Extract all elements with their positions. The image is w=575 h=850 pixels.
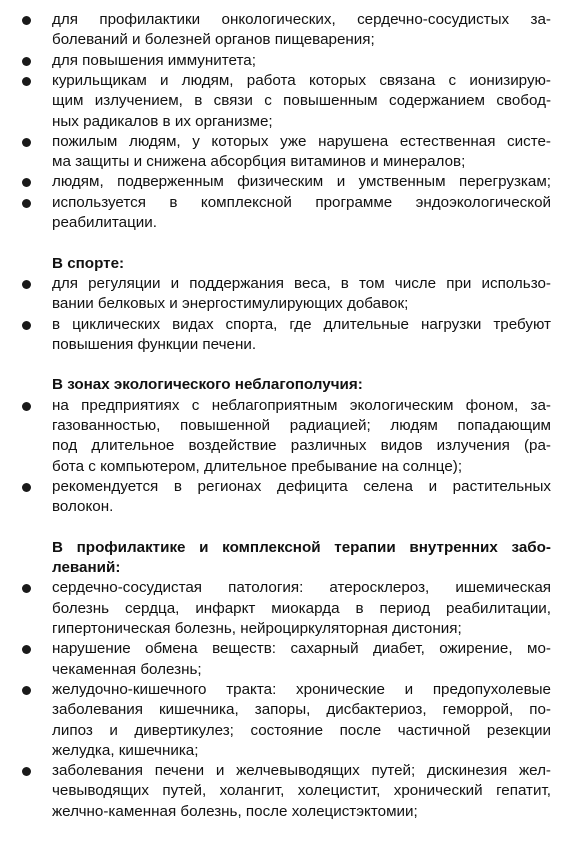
line-text: желчно-каменная болезнь, после холецистэктомии; bbox=[52, 802, 418, 820]
line-text: реабилитации. bbox=[52, 214, 157, 231]
text-line bbox=[0, 721, 575, 741]
text-line bbox=[0, 30, 575, 50]
section-heading-line bbox=[0, 538, 575, 558]
text-line bbox=[0, 274, 575, 294]
bullet-icon bbox=[22, 402, 31, 411]
line-text: сердечно-сосудистая патология: атеросклероз, ишемическая bbox=[52, 579, 551, 597]
text-line bbox=[0, 761, 575, 781]
section-heading-line bbox=[0, 254, 575, 274]
line-text: В профилактике и комплексной терапии внутренних забо- bbox=[52, 538, 551, 556]
bullet-icon bbox=[22, 584, 31, 593]
bullet-icon bbox=[22, 178, 31, 187]
text-line bbox=[0, 10, 575, 30]
text-line bbox=[0, 700, 575, 720]
text-line bbox=[0, 741, 575, 761]
text-line bbox=[0, 51, 575, 71]
text-line bbox=[0, 660, 575, 680]
text-line bbox=[0, 335, 575, 355]
text-line bbox=[0, 436, 575, 456]
text-line bbox=[0, 294, 575, 314]
text-line bbox=[0, 193, 575, 213]
text-line bbox=[0, 457, 575, 477]
line-text: чекаменная болезнь; bbox=[52, 660, 202, 678]
bullet-icon bbox=[22, 280, 31, 289]
line-text: используется в комплексной программе эндоэкологической bbox=[52, 193, 551, 211]
bullet-icon bbox=[22, 767, 31, 776]
line-text: желудка, кишечника; bbox=[52, 741, 199, 759]
line-text: леваний: bbox=[52, 559, 121, 577]
bullet-icon bbox=[22, 16, 31, 25]
text-line bbox=[0, 619, 575, 639]
line-text: под длительное воздействие различных видов излучения (ра- bbox=[52, 437, 551, 455]
text-line bbox=[0, 91, 575, 111]
line-text: липоз и дивертикулез; состояние после частичной резекции bbox=[52, 721, 551, 739]
bullet-icon bbox=[22, 57, 31, 66]
text-line bbox=[0, 132, 575, 152]
text-line bbox=[0, 578, 575, 598]
line-text: желудочно-кишечного тракта: хронические и предопухолевые bbox=[52, 680, 551, 698]
bullet-icon bbox=[22, 199, 31, 208]
text-line bbox=[0, 152, 575, 172]
line-text: болезнь сердца, инфаркт миокарда в период реабилитации, bbox=[52, 599, 551, 617]
text-line bbox=[0, 477, 575, 497]
text-line bbox=[0, 416, 575, 436]
text-line bbox=[0, 396, 575, 416]
line-text: пожилым людям, у которых уже нарушена естественная систе- bbox=[52, 132, 551, 150]
line-text: В спорте: bbox=[52, 254, 125, 272]
line-text: людям, подверженным физическим и умственным перегрузкам; bbox=[52, 173, 551, 191]
bullet-icon bbox=[22, 645, 31, 654]
line-text: курильщикам и людям, работа которых связана с ионизирую- bbox=[52, 71, 551, 89]
line-text: гипертоническая болезнь, нейроциркуляторная дистония; bbox=[52, 620, 462, 637]
line-text: для повышения иммунитета; bbox=[52, 51, 256, 69]
line-text: рекомендуется в регионах дефицита селена и растительных bbox=[52, 477, 551, 495]
line-text: газованностью, повышенной радиацией; людям попадающим bbox=[52, 417, 551, 434]
line-text: для профилактики онкологических, сердечно-сосудистых за- bbox=[52, 11, 551, 28]
line-text: заболевания кишечника, запоры, дисбактериоз, геморрой, по- bbox=[52, 701, 551, 719]
line-text: в циклических видах спорта, где длительные нагрузки требуют bbox=[52, 315, 551, 333]
line-text: волокон. bbox=[52, 498, 114, 516]
line-text: нарушение обмена веществ: сахарный диабет, ожирение, мо- bbox=[52, 640, 551, 658]
text-line bbox=[0, 71, 575, 91]
line-text: повышения функции печени. bbox=[52, 335, 257, 353]
bullet-icon bbox=[22, 321, 31, 330]
section-heading-line bbox=[0, 558, 575, 578]
text-line bbox=[0, 639, 575, 659]
section-heading-line bbox=[0, 375, 575, 395]
line-text: ма защиты и снижена абсорбция витаминов и минералов; bbox=[52, 153, 466, 171]
bullet-icon bbox=[22, 77, 31, 86]
line-text: щим излучением, в связи с повышенным содержанием свобод- bbox=[52, 92, 551, 110]
line-text: чевыводящих путей, холангит, холецистит, хронический гепатит, bbox=[52, 782, 551, 800]
line-text: бота с компьютером, длительное пребывание на солнце); bbox=[52, 457, 463, 475]
line-text: вании белковых и энергостимулирующих добавок; bbox=[52, 295, 409, 313]
text-line bbox=[0, 599, 575, 619]
line-text: В зонах экологического неблагополучия: bbox=[52, 376, 363, 394]
text-line bbox=[0, 315, 575, 335]
text-line bbox=[0, 680, 575, 700]
text-line bbox=[0, 172, 575, 192]
line-text: болеваний и болезней органов пищеварения; bbox=[52, 31, 375, 49]
text-line bbox=[0, 802, 575, 822]
text-line bbox=[0, 497, 575, 517]
line-text: на предприятиях с неблагоприятным экологическим фоном, за- bbox=[52, 396, 551, 414]
line-text: ных радикалов в их организме; bbox=[52, 112, 273, 130]
text-line bbox=[0, 112, 575, 132]
line-text: для регуляции и поддержания веса, в том числе при использо- bbox=[52, 274, 551, 292]
text-line bbox=[0, 213, 575, 233]
bullet-icon bbox=[22, 138, 31, 147]
line-text: заболевания печени и желчевыводящих путей; дискинезия жел- bbox=[52, 762, 551, 780]
bullet-icon bbox=[22, 686, 31, 695]
text-line bbox=[0, 781, 575, 801]
bullet-icon bbox=[22, 483, 31, 492]
